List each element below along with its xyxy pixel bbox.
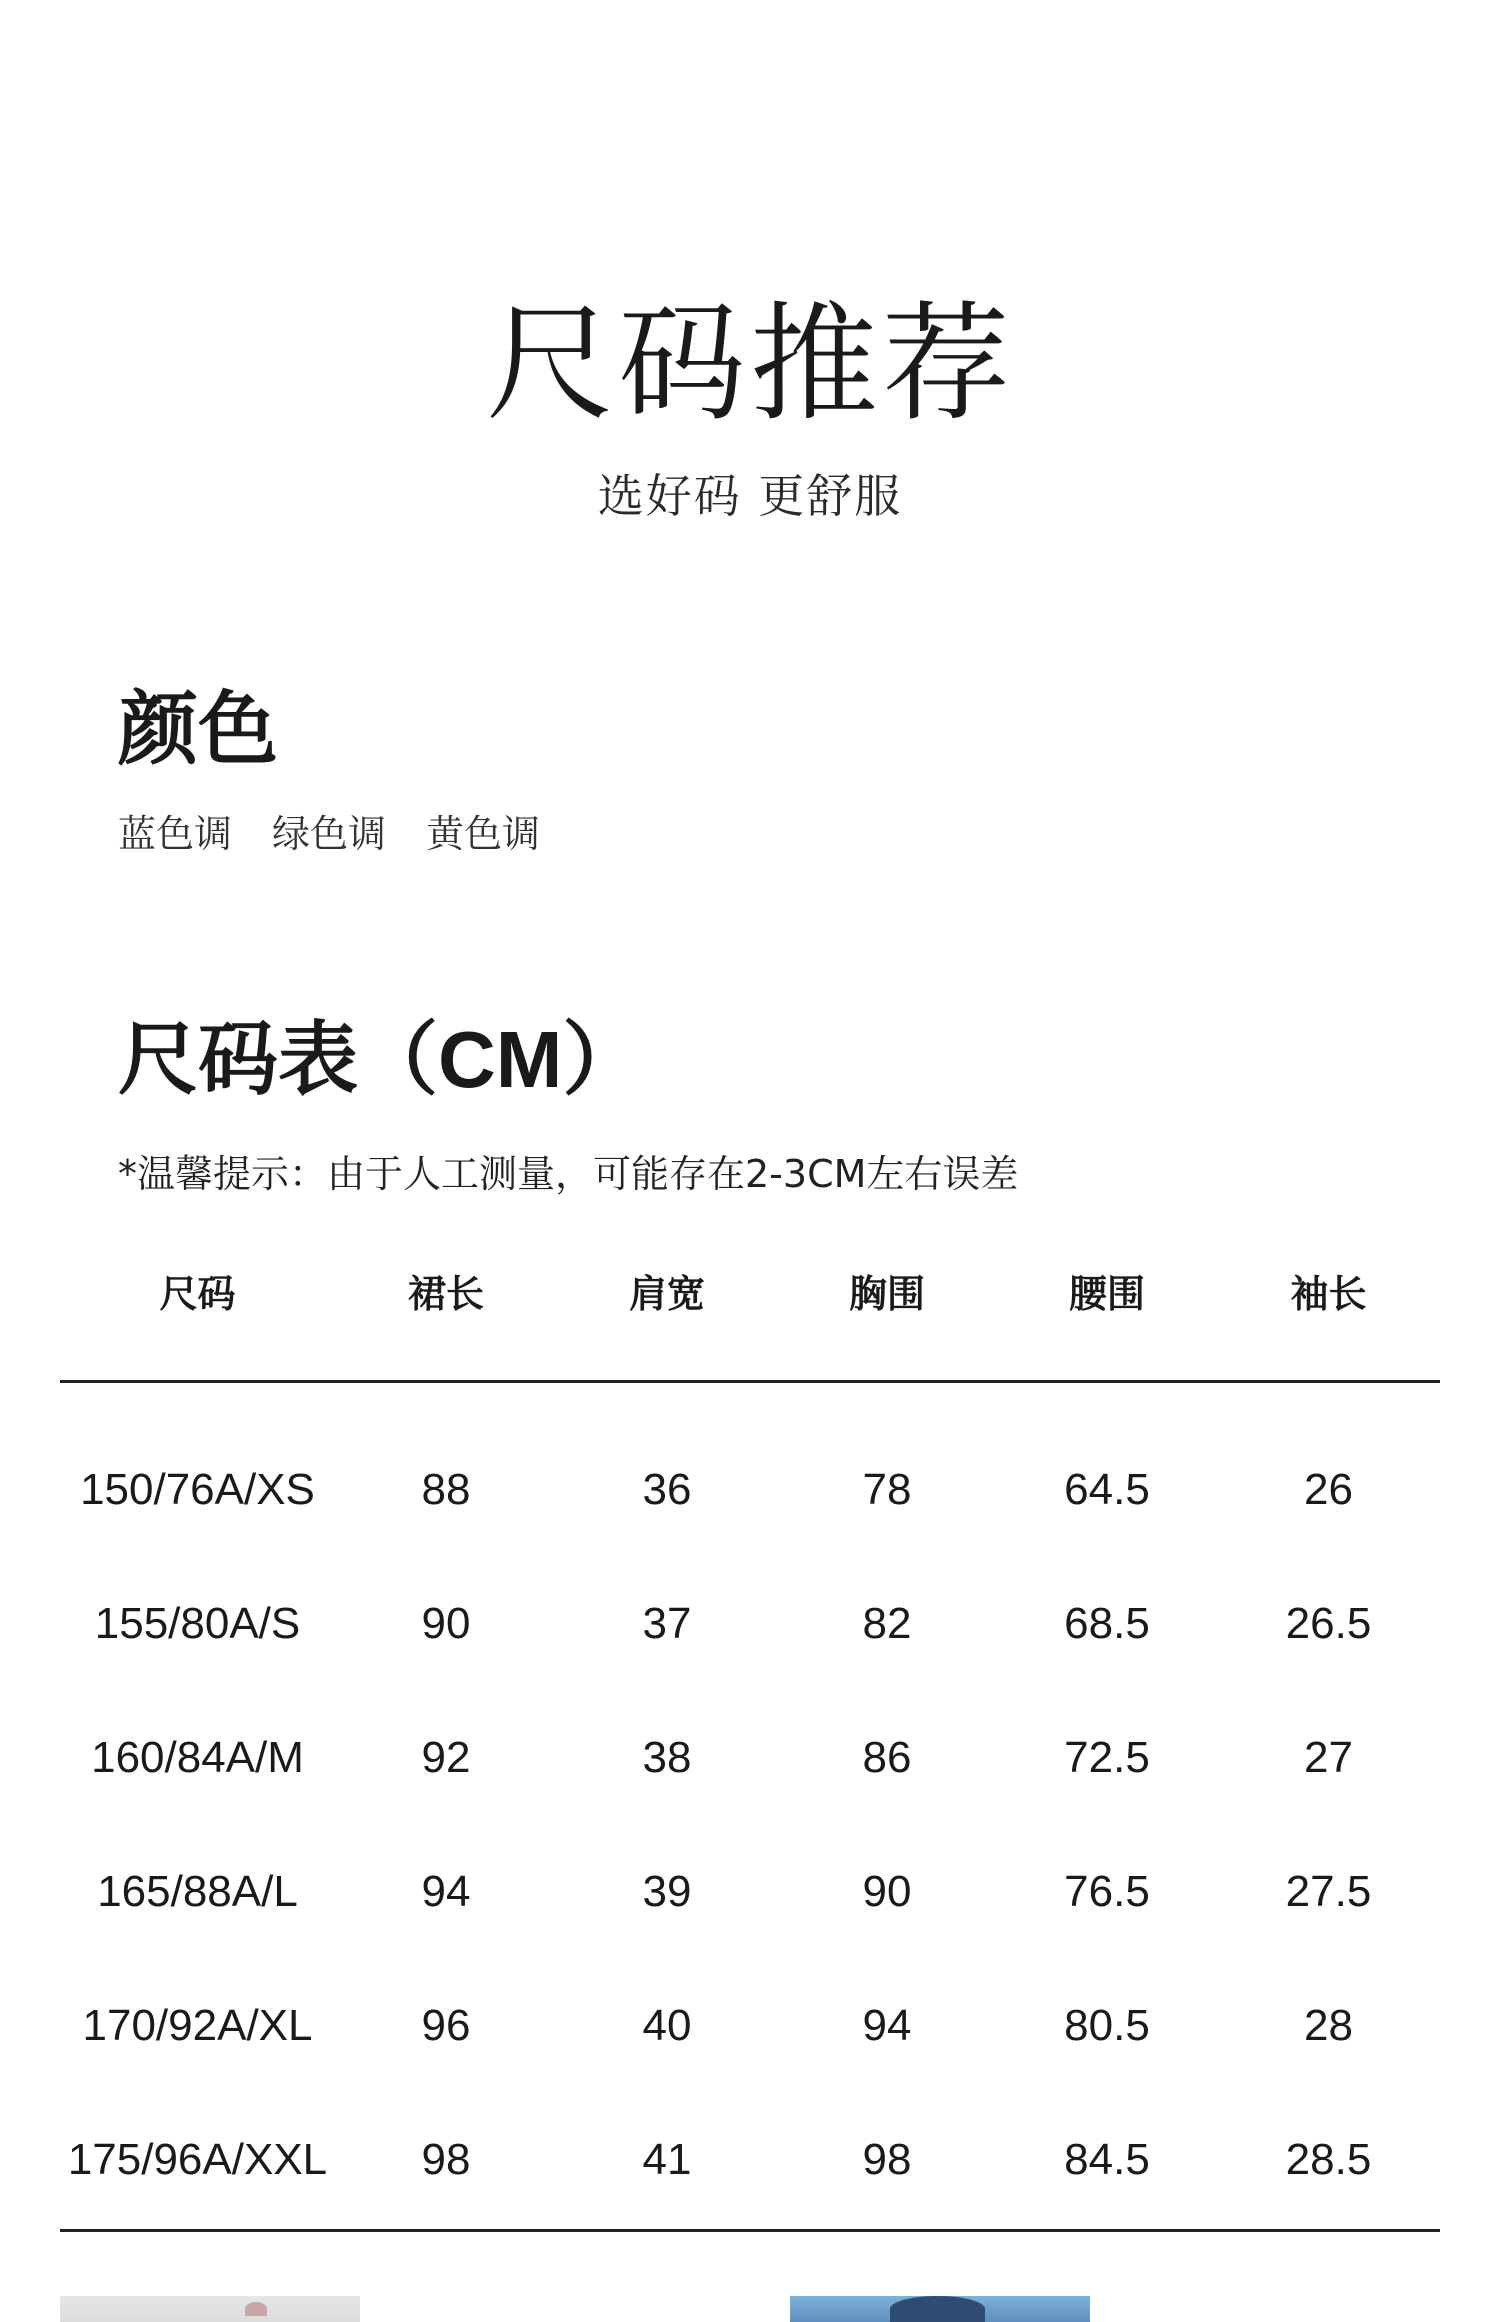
product-thumbnail-light[interactable] [60, 2296, 360, 2322]
cell-size: 150/76A/XS [80, 1465, 315, 1514]
cell-bust: 98 [862, 2135, 912, 2184]
cell-size: 170/92A/XL [82, 2001, 313, 2050]
cell-dress-length: 92 [421, 1733, 471, 1782]
cell-shoulder-width: 41 [642, 2135, 692, 2184]
cell-size: 155/80A/S [94, 1599, 301, 1648]
cell-dress-length: 90 [421, 1599, 471, 1648]
cell-dress-length: 96 [421, 2001, 471, 2050]
size-chart-note: *温馨提示：由于人工测量，可能存在2-3CM左右误差 [118, 1152, 1019, 1196]
size-chart-heading: 尺码表（CM） [118, 1015, 643, 1104]
cell-waist: 84.5 [1064, 2135, 1150, 2184]
cell-shoulder-width: 40 [642, 2001, 692, 2050]
color-option-blue[interactable]: 蓝色调 [118, 812, 233, 856]
table-row [60, 1959, 1440, 2093]
cell-size: 160/84A/M [91, 1733, 304, 1782]
cell-waist: 80.5 [1064, 2001, 1150, 2050]
color-section [118, 680, 540, 858]
cell-sleeve-length: 27.5 [1285, 1867, 1372, 1916]
cell-sleeve-length: 27 [1304, 1733, 1353, 1782]
cell-waist: 64.5 [1064, 1465, 1150, 1514]
color-option-yellow[interactable]: 黄色调 [426, 812, 541, 856]
cell-bust: 86 [862, 1733, 912, 1782]
table-row [60, 1691, 1440, 1825]
cell-shoulder-width: 37 [642, 1599, 692, 1648]
cell-bust: 90 [862, 1867, 912, 1916]
cell-shoulder-width: 38 [642, 1733, 692, 1782]
cell-waist: 76.5 [1064, 1867, 1150, 1916]
page-title: 尺码推荐 [485, 290, 1014, 439]
column-header-sleeve-length: 袖长 [1290, 1272, 1367, 1316]
cell-sleeve-length: 26 [1304, 1465, 1353, 1514]
cell-bust: 94 [862, 2001, 912, 2050]
cell-sleeve-length: 26.5 [1285, 1599, 1372, 1648]
table-body [60, 1383, 1440, 2227]
table-bottom-divider [60, 2229, 1440, 2232]
cell-size: 165/88A/L [97, 1867, 298, 1916]
cell-shoulder-width: 39 [642, 1867, 692, 1916]
cell-dress-length: 98 [421, 2135, 471, 2184]
page-subtitle: 选好码 更舒服 [597, 469, 903, 523]
cell-waist: 72.5 [1064, 1733, 1150, 1782]
cell-bust: 78 [862, 1465, 912, 1514]
column-header-shoulder-width: 肩宽 [628, 1272, 705, 1316]
product-thumbnail-blue[interactable] [790, 2296, 1090, 2322]
table-header [60, 1260, 1440, 1380]
column-header-size: 尺码 [159, 1272, 236, 1316]
cell-waist: 68.5 [1064, 1599, 1150, 1648]
color-options [118, 810, 540, 858]
color-option-green[interactable]: 绿色调 [272, 812, 387, 856]
cell-dress-length: 88 [421, 1465, 471, 1514]
cell-sleeve-length: 28.5 [1285, 2135, 1372, 2184]
cell-dress-length: 94 [421, 1867, 471, 1916]
table-row [60, 1825, 1440, 1959]
page-header [0, 290, 1500, 524]
column-header-bust: 胸围 [848, 1272, 925, 1316]
size-section [118, 1010, 1018, 1198]
color-heading: 颜色 [118, 683, 278, 776]
cell-sleeve-length: 28 [1304, 2001, 1353, 2050]
column-header-waist: 腰围 [1068, 1272, 1145, 1316]
cell-size: 175/96A/XXL [67, 2135, 328, 2184]
table-row [60, 1423, 1440, 1557]
column-header-dress-length: 裙长 [407, 1272, 484, 1316]
cell-bust: 82 [862, 1599, 912, 1648]
table-row [60, 1557, 1440, 1691]
size-table [60, 1260, 1440, 2227]
table-row [60, 2093, 1440, 2227]
cell-shoulder-width: 36 [642, 1465, 692, 1514]
